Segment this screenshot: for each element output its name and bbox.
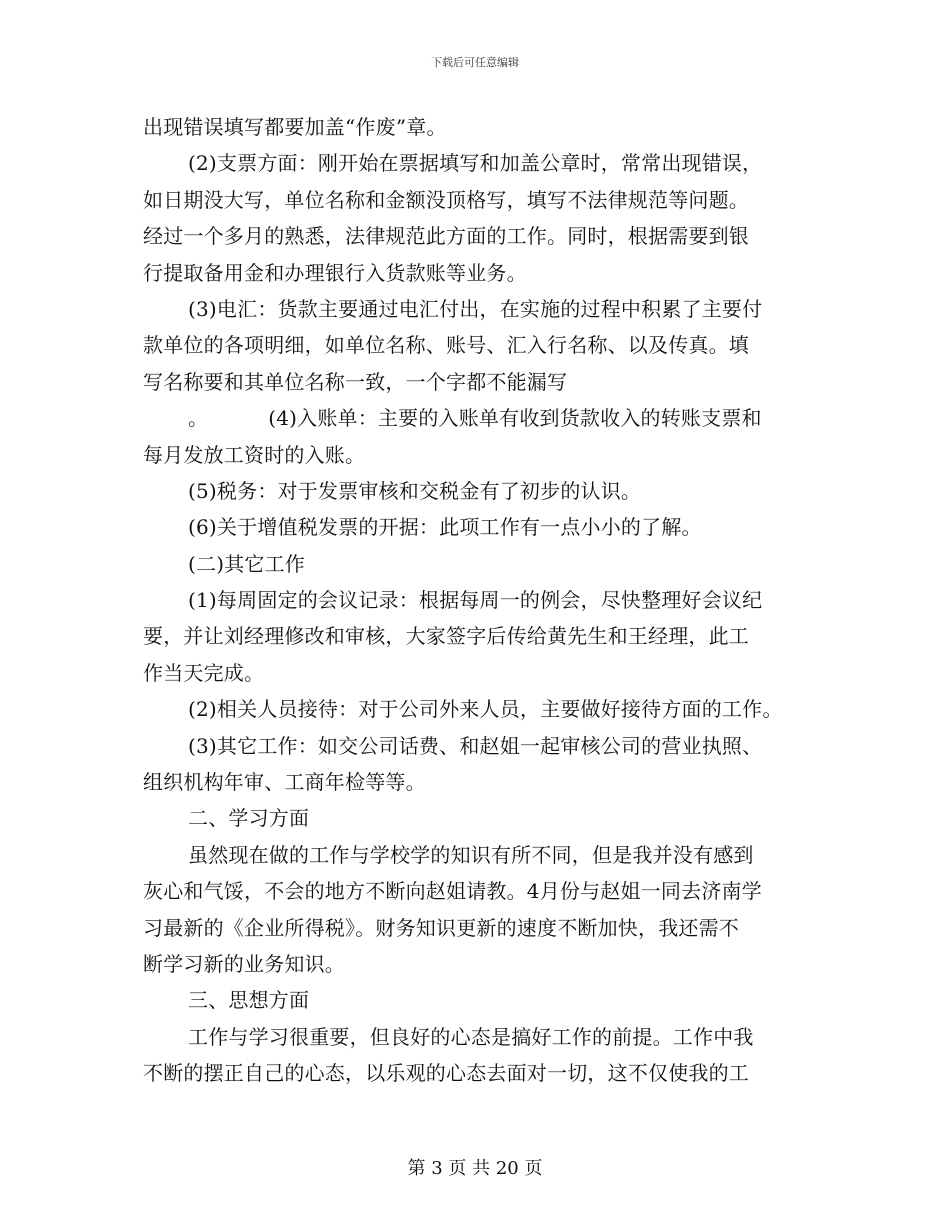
body-line: 经过一个多月的熟悉，法律规范此方面的工作。同时，根据需要到银 xyxy=(143,224,749,249)
body-line: (5)税务：对于发票审核和交税金有了初步的认识。 xyxy=(188,478,642,503)
section-heading: 二、学习方面 xyxy=(188,806,310,831)
body-line: 习最新的《企业所得税》。财务知识更新的速度不断加快，我还需不 xyxy=(143,915,739,940)
body-line: 不断的摆正自己的心态，以乐观的心态去面对一切，这不仅使我的工 xyxy=(143,1061,749,1086)
body-line: 作当天完成。 xyxy=(143,660,265,685)
body-line: 如日期没大写，单位名称和金额没顶格写，填写不法律规范等问题。 xyxy=(143,187,749,212)
body-line-combined xyxy=(143,400,843,436)
document-body xyxy=(143,109,843,1092)
body-line: 组织机构年审、工商年检等等。 xyxy=(143,770,426,795)
section-heading: 三、思想方面 xyxy=(188,988,310,1013)
body-line: 灰心和气馁，不会的地方不断向赵姐请教。4月份与赵姐一同去济南学 xyxy=(143,879,762,904)
body-line: 每月发放工资时的入账。 xyxy=(143,442,366,467)
body-line: 工作与学习很重要，但良好的心态是搞好工作的前提。工作中我 xyxy=(188,1024,754,1049)
body-line-fragment: 。 xyxy=(188,406,209,431)
body-line: 行提取备用金和办理银行入货款账等业务。 xyxy=(143,260,527,285)
body-line: (6)关于增值税发票的开据：此项工作有一点小小的了解。 xyxy=(188,515,702,540)
body-line-fragment: (4)入账单：主要的入账单有收到货款收入的转账支票和 xyxy=(268,406,762,431)
section-heading: (二)其它工作 xyxy=(188,551,306,576)
body-line: (2)相关人员接待：对于公司外来人员，主要做好接待方面的工作。 xyxy=(188,697,783,722)
body-line: (3)其它工作：如交公司话费、和赵姐一起审核公司的营业执照、 xyxy=(188,733,763,758)
body-line: (1)每周固定的会议记录：根据每周一的例会，尽快整理好会议纪 xyxy=(188,588,763,613)
page-header: 下载后可任意编辑 xyxy=(431,56,519,69)
body-line: 要，并让刘经理修改和审核，大家签字后传给黄先生和王经理，此工 xyxy=(143,624,749,649)
body-line: 出现错误填写都要加盖“作废”章。 xyxy=(143,115,447,139)
body-line: 虽然现在做的工作与学校学的知识有所不同，但是我并没有感到 xyxy=(188,842,754,867)
body-line: 断学习新的业务知识。 xyxy=(143,951,345,976)
body-line: 写名称要和其单位名称一致，一个字都不能漏写 xyxy=(143,369,568,394)
body-line: (3)电汇：货款主要通过电汇付出，在实施的过程中积累了主要付 xyxy=(188,296,763,321)
page-number-footer: 第 3 页 共 20 页 xyxy=(407,1158,543,1179)
body-line: 款单位的各项明细，如单位名称、账号、汇入行名称、以及传真。填 xyxy=(143,333,749,358)
body-line: (2)支票方面：刚开始在票据填写和加盖公章时，常常出现错误， xyxy=(188,151,763,176)
